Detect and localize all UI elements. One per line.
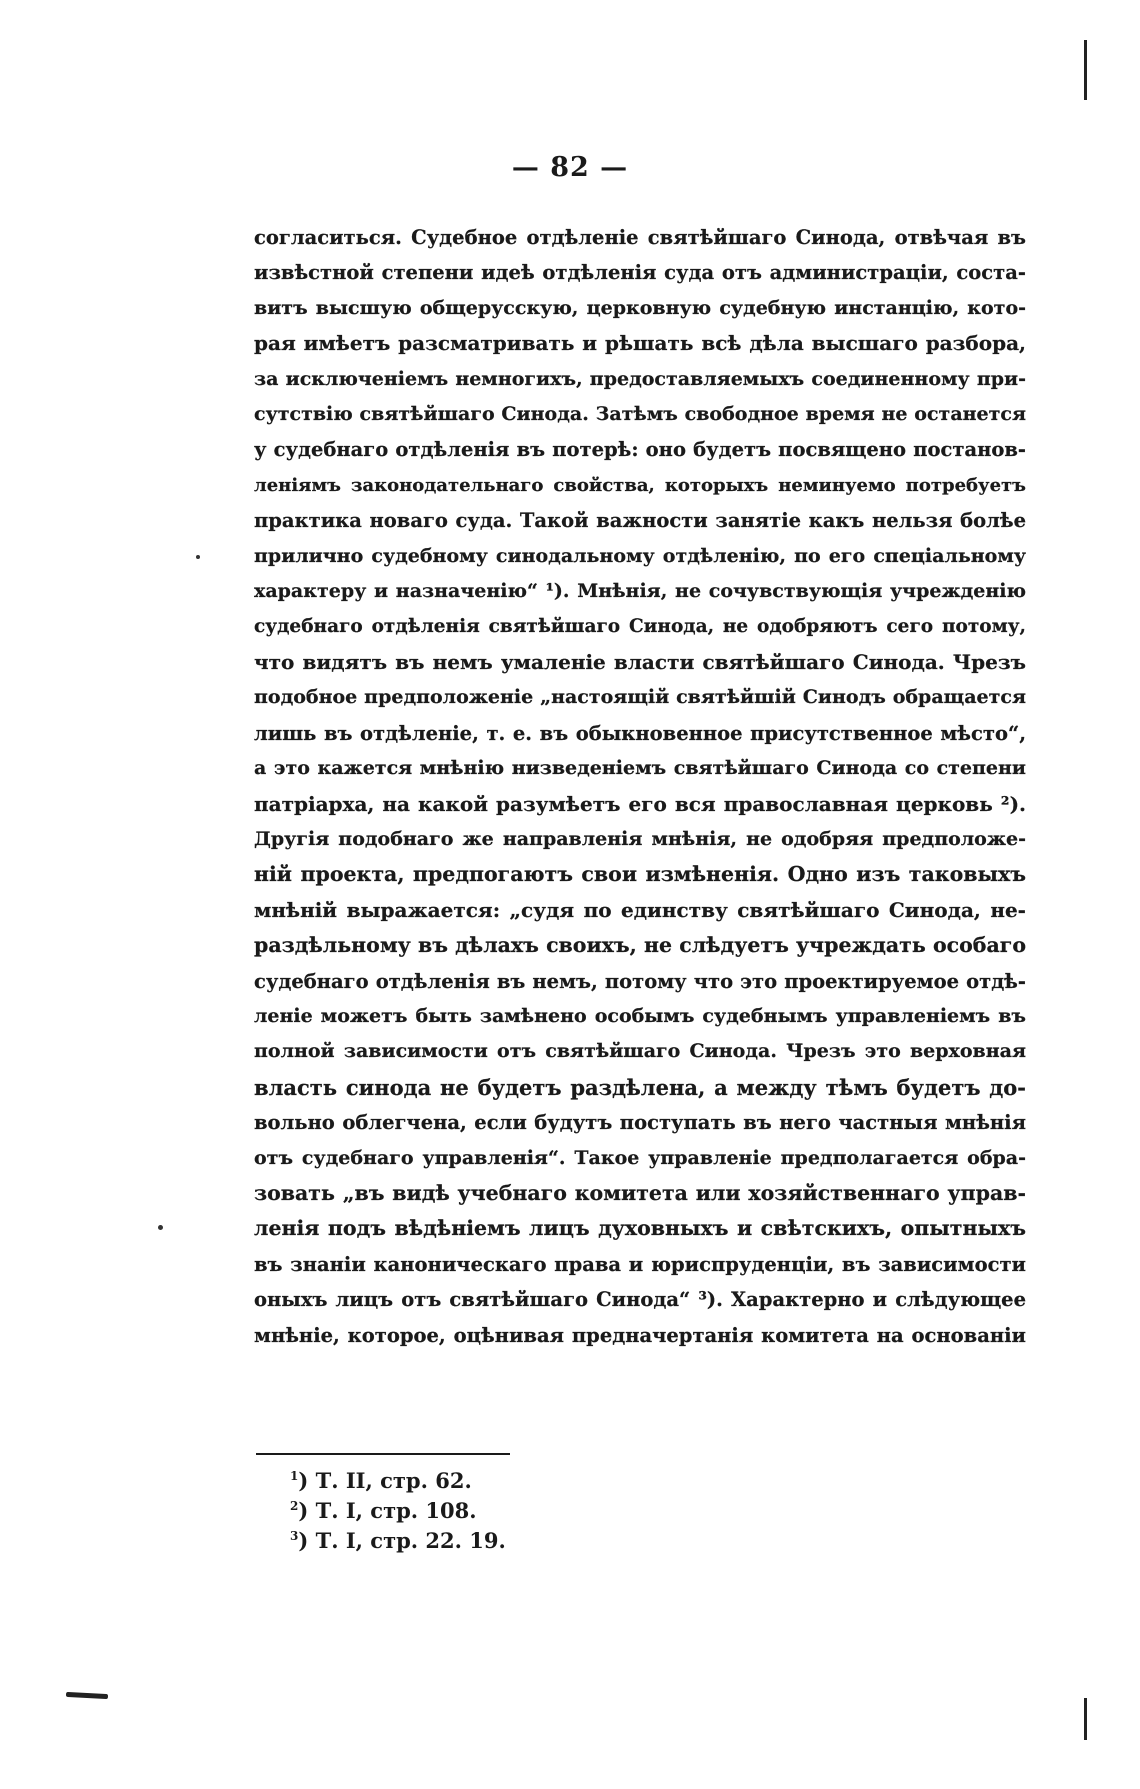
text-line: патріарха, на какой разумѣетъ его вся православная церковь ²).: [254, 791, 1026, 816]
text-line: рая имѣетъ разсматривать и рѣшать всѣ дѣла высшаго разбора,: [254, 331, 1026, 356]
footnote-marker: 3: [290, 1529, 299, 1543]
footnote-separator: [256, 1453, 510, 1455]
scan-speck: [158, 1225, 163, 1230]
footnote-text: ) Т. II, стр. 62.: [298, 1468, 472, 1493]
text-line: въ знаніи каноническаго права и юриспруденціи, въ зависимости: [254, 1252, 1026, 1276]
text-line: витъ высшую общерусскую, церковную судебную инстанцію, кото-: [254, 296, 1026, 319]
text-line: лишь въ отдѣленіе, т. е. въ обыкновенное присутственное мѣсто“,: [254, 721, 1026, 745]
text-line: мнѣній выражается: „судя по единству святѣйшаго Синода, не-: [254, 897, 1026, 922]
text-line: Другія подобнаго же направленія мнѣнія, не одобряя предположе-: [254, 827, 1026, 850]
scan-edge-mark-bottom: [1084, 1698, 1087, 1740]
text-line: мнѣніе, которое, оцѣнивая предначертанія комитета на основаніи: [254, 1323, 1026, 1347]
text-line: леніямъ законодательнаго свойства, которыхъ неминуемо потребуетъ: [254, 474, 1026, 496]
text-line: отъ судебнаго управленія“. Такое управленіе предполагается обра-: [254, 1146, 1026, 1169]
text-line: оныхъ лицъ отъ святѣйшаго Синода“ ³). Характерно и слѣдующее: [254, 1288, 1026, 1312]
text-line: за исключеніемъ немногихъ, предоставляемыхъ соединенному при-: [254, 367, 1026, 390]
text-line: извѣстной степени идеѣ отдѣленія суда отъ администраціи, соста-: [254, 261, 1026, 285]
text-line: ній проекта, предпогаютъ свои измѣненія. Одно изъ таковыхъ: [254, 862, 1026, 887]
text-line: у судебнаго отдѣленія въ потерѣ: оно будетъ посвящено постанов-: [254, 438, 1026, 462]
text-line: полной зависимости отъ святѣйшаго Синода. Чрезъ это верховная: [254, 1040, 1026, 1063]
scan-mark: [66, 1692, 108, 1699]
footnote-marker: 1: [290, 1469, 299, 1483]
text-line: практика новаго суда. Такой важности занятіе какъ нельзя болѣе: [254, 509, 1026, 533]
scan-edge-mark-top: [1084, 40, 1087, 100]
footnote: [290, 1526, 506, 1556]
body-text: [254, 220, 1026, 1353]
text-line: зовать „въ видѣ учебнаго комитета или хозяйственнаго управ-: [254, 1180, 1026, 1205]
footnotes: [290, 1466, 506, 1556]
text-line: характеру и назначенію“ ¹). Мнѣнія, не сочувствующія учрежденію: [254, 580, 1026, 603]
text-line: судебнаго отдѣленія въ немъ, потому что это проектируемое отдѣ-: [254, 969, 1026, 993]
text-line: вольно облегчена, если будутъ поступать въ него частныя мнѣнія: [254, 1111, 1026, 1135]
page-number: — 82 —: [511, 152, 629, 183]
text-line: а это кажется мнѣнію низведеніемъ святѣйшаго Синода со степени: [254, 757, 1026, 780]
footnote: [290, 1466, 506, 1496]
text-line: власть синода не будетъ раздѣлена, а между тѣмъ будетъ до-: [254, 1074, 1026, 1100]
text-line: согласиться. Судебное отдѣленіе святѣйшаго Синода, отвѣчая въ: [254, 226, 1026, 249]
text-line: раздѣльному въ дѣлахъ своихъ, не слѣдуетъ учреждать особаго: [254, 933, 1026, 958]
footnote-text: ) Т. I, стр. 22. 19.: [298, 1528, 506, 1553]
footnote-text: ) Т. I, стр. 108.: [298, 1498, 477, 1523]
text-line: ленія подъ вѣдѣніемъ лицъ духовныхъ и свѣтскихъ, опытныхъ: [254, 1216, 1026, 1241]
text-line: судебнаго отдѣленія святѣйшаго Синода, не одобряютъ сего потому,: [254, 616, 1026, 638]
scan-speck: [196, 555, 200, 559]
text-line: что видятъ въ немъ умаленіе власти святѣйшаго Синода. Чрезъ: [254, 649, 1026, 674]
text-line: леніе можетъ быть замѣнено особымъ судебнымъ управленіемъ въ: [254, 1004, 1026, 1027]
text-line: подобное предположеніе „настоящій святѣйшій Синодъ обращается: [254, 686, 1026, 709]
text-line: сутствію святѣйшаго Синода. Затѣмъ свободное время не останется: [254, 403, 1026, 426]
text-line: прилично судебному синодальному отдѣленію, по его спеціальному: [254, 544, 1026, 567]
footnote-marker: 2: [290, 1499, 299, 1513]
footnote: [290, 1496, 506, 1526]
